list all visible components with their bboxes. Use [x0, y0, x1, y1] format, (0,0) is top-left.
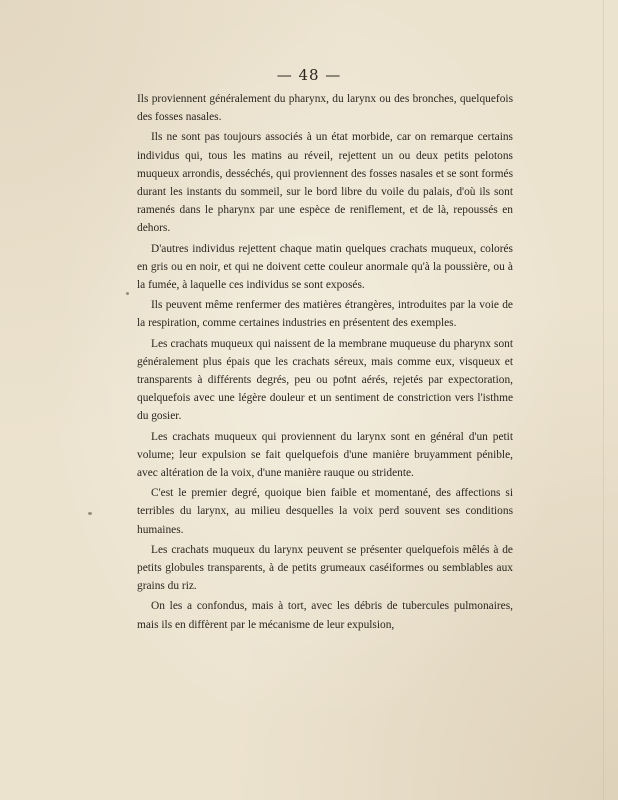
paragraph: Les crachats muqueux du larynx peuvent se présenter quelquefois mêlés à de petits globules transparents, à de petits grumeaux caséiformes ou semblables aux grains du riz.	[137, 543, 513, 593]
paragraph: Ils ne sont pas toujours associés à un état morbide, car on remarque certains individus qui, tous les matins au réveil, rejettent un ou deux petits pelotons muqueux arrondis, desséchés, qui proviennent des fosses nasales et se sont formés durant les instants du sommeil, sur le bord libre du voile du palais, d'où ils sont ramenés dans le pharynx par une espèce de reniflement, et de là, repoussés en dehors.	[137, 131, 513, 235]
paragraph: On les a confondus, mais à tort, avec les débris de tubercules pulmonaires, mais ils en diffèrent par le mécanisme de leur expulsion,	[137, 600, 513, 631]
paragraph: Les crachats muqueux qui naissent de la membrane muqueuse du pharynx sont généralement plus épais que les crachats séreux, mais comme eux, visqueux et transparents à différents degrés, peu ou point aérés, rejetés par expectoration, quelquefois avec une légère douleur et un sentiment de constriction vers l'isthme du gosier.	[137, 337, 513, 423]
paragraph: Ils proviennent généralement du pharynx, du larynx ou des bronches, quelquefois des fosses nasales.	[137, 93, 513, 124]
body-text	[137, 90, 513, 636]
page-number: — 48 —	[276, 66, 342, 84]
paragraph: D'autres individus rejettent chaque matin quelques crachats muqueux, colorés en gris ou en noir, et qui ne doivent cette couleur anormale qu'à la poussière, ou à la fumée, à laquelle ces individus se sont exposés.	[137, 242, 513, 292]
paragraph: Ils peuvent même renfermer des matières étrangères, introduites par la voie de la respiration, comme certaines industries en présentent des exemples.	[137, 299, 513, 330]
page-fold	[603, 0, 604, 800]
ink-spot	[126, 292, 129, 295]
ink-spot	[88, 512, 92, 515]
paragraph: C'est le premier degré, quoique bien faible et momentané, des affections si terribles du larynx, au milieu desquelles la voix perd souvent ses conditions humaines.	[137, 487, 513, 536]
paragraph: Les crachats muqueux qui proviennent du larynx sont en général d'un petit volume; leur expulsion se fait quelquefois d'une manière bruyamment pénible, avec altération de la voix, d'une manière rauque ou stridente.	[137, 430, 513, 480]
